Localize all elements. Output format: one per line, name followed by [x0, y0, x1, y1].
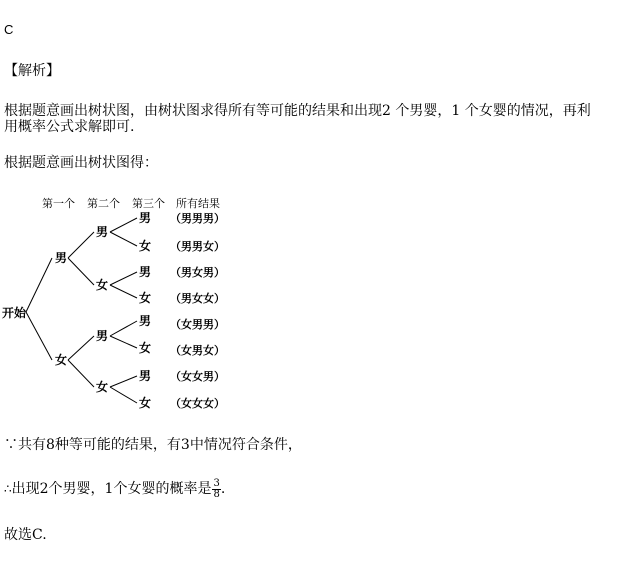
- tree-root: 开始: [2, 306, 27, 320]
- analysis-line-1: 根据题意画出树状图，由树状图求得所有等可能的结果和出现2 个男婴，1 个女婴的情况，再利: [4, 103, 591, 119]
- result-item: （女女男）: [170, 370, 225, 383]
- result-item: （女男女）: [170, 344, 225, 357]
- level2-node: 男: [96, 329, 109, 343]
- level3-node: 女: [139, 291, 152, 305]
- result-item: （女女女）: [170, 397, 225, 410]
- level3-node: 女: [139, 341, 152, 355]
- tree-diagram: [0, 190, 240, 420]
- tree-branches: [26, 218, 137, 403]
- analysis-line-2: 用概率公式求解即可.: [4, 119, 135, 135]
- header-third: 第三个: [132, 197, 165, 210]
- level3-node: 男: [139, 369, 152, 383]
- level3-node: 男: [139, 211, 152, 225]
- fraction-denominator: 8: [213, 488, 220, 500]
- therefore-symbol: ∴: [4, 482, 12, 496]
- level2-node: 男: [96, 225, 109, 239]
- level3-node: 女: [139, 239, 152, 253]
- because-symbol: ∵: [4, 437, 18, 453]
- conclusion-text: 出现2个男婴，1个女婴的概率是: [11, 481, 212, 497]
- level3-node: 男: [139, 314, 152, 328]
- section-title: 【解析】: [4, 63, 60, 79]
- analysis-line-3: 根据题意画出树状图得：: [4, 155, 158, 171]
- result-item: （男男男）: [170, 212, 225, 225]
- header-second: 第二个: [87, 197, 120, 210]
- result-item: （男女男）: [170, 266, 225, 279]
- probability-fraction: [212, 479, 220, 500]
- conclusion-line: [4, 478, 225, 500]
- header-results: 所有结果: [176, 197, 220, 210]
- level2-node: 女: [96, 380, 109, 394]
- level1-node: 女: [55, 353, 68, 367]
- fraction-numerator: 3: [213, 477, 220, 489]
- level2-node: 女: [96, 278, 109, 292]
- level3-node: 男: [139, 265, 152, 279]
- result-item: （女男男）: [170, 318, 225, 331]
- therefore-line: [4, 434, 302, 454]
- conclusion-end: .: [220, 481, 226, 497]
- level3-node: 女: [139, 396, 152, 410]
- answer-letter: C: [4, 22, 14, 37]
- header-first: 第一个: [42, 197, 75, 210]
- therefore-text: 共有8种等可能的结果，有3中情况符合条件，: [18, 437, 302, 453]
- final-answer: 故选C.: [4, 527, 47, 543]
- result-item: （男男女）: [170, 240, 225, 253]
- level1-node: 男: [55, 251, 68, 265]
- result-item: （男女女）: [170, 292, 225, 305]
